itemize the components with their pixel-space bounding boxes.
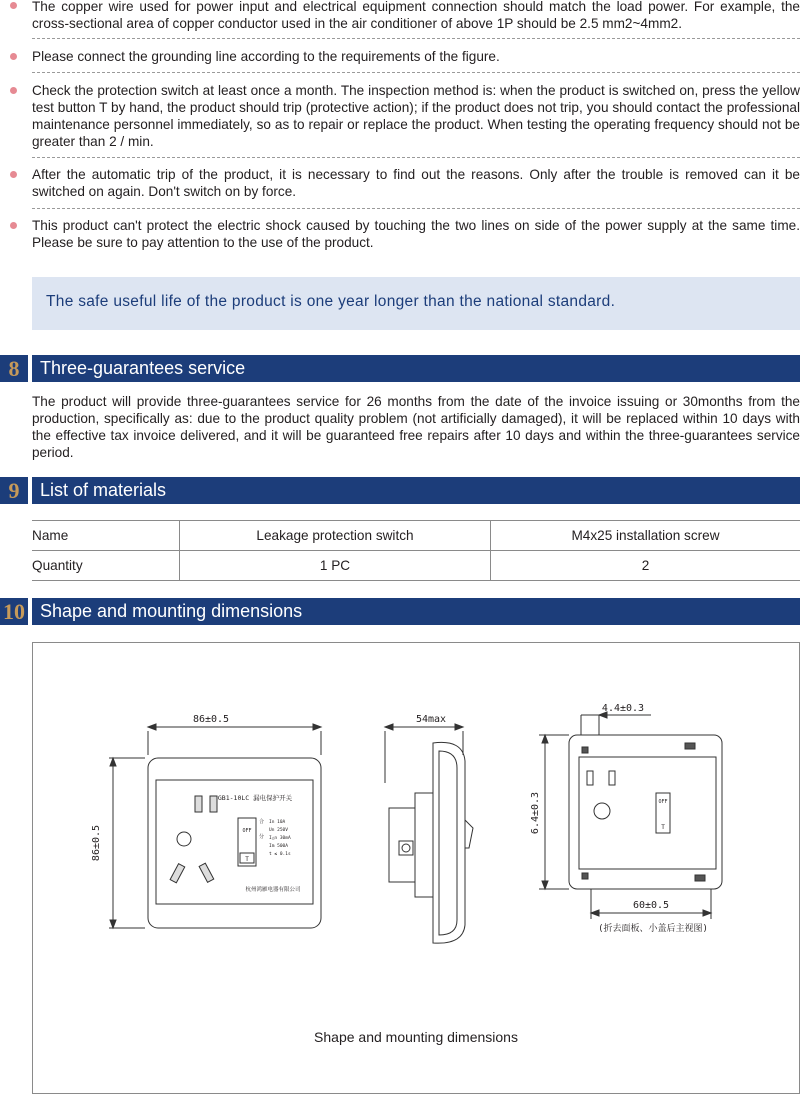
dim-label-back-height: 6.4±0.3 bbox=[530, 792, 541, 834]
bullet-dot bbox=[10, 171, 17, 178]
side-panel-inner bbox=[439, 751, 457, 935]
back-view-note: (折去面板、小盖后主视图) bbox=[598, 922, 708, 934]
side-mechanism bbox=[389, 808, 415, 882]
section-header-materials bbox=[0, 477, 800, 504]
table-cell: Leakage protection switch bbox=[180, 521, 491, 551]
side-body bbox=[415, 793, 433, 897]
spec-line: t ≤ 0.1s bbox=[269, 851, 291, 857]
back-slot bbox=[587, 771, 593, 785]
back-frame bbox=[569, 735, 722, 889]
table-row bbox=[32, 521, 800, 551]
spec-side-label: 分 bbox=[259, 833, 264, 840]
section-title: List of materials bbox=[40, 480, 166, 501]
bullet-text: Please connect the grounding line according to the requirements of the figure. bbox=[32, 48, 800, 65]
off-label: OFF bbox=[242, 828, 251, 834]
spec-line: Im 500A bbox=[269, 843, 288, 849]
table-row bbox=[32, 551, 800, 581]
dimension-figure bbox=[32, 642, 800, 1094]
dim-label-back-offset: 4.4±0.3 bbox=[602, 703, 644, 714]
bullet-text: After the automatic trip of the product, it is necessary to find out the reasons. Only after the trouble is removed can it be switched on again. Don't switch on by force. bbox=[32, 166, 800, 200]
section-title: Three-guarantees service bbox=[40, 358, 245, 379]
socket-slot bbox=[195, 796, 202, 812]
socket-slot bbox=[199, 863, 214, 882]
divider bbox=[32, 157, 800, 158]
section-header-dimensions bbox=[0, 598, 800, 625]
off-label: OFF bbox=[658, 799, 667, 805]
spec-line: In 10A bbox=[269, 819, 286, 825]
life-note-box bbox=[32, 277, 800, 330]
bullet-text: This product can't protect the electric shock caused by touching the two lines on side of the power supply at the same time. Please be sure to pay attention to the use of the product. bbox=[32, 217, 800, 251]
socket-slot bbox=[210, 796, 217, 812]
figure-caption: Shape and mounting dimensions bbox=[33, 1029, 799, 1045]
spec-side-label: 合 bbox=[259, 818, 264, 825]
bullet-dot bbox=[10, 87, 17, 94]
panel-title: GB1-10LC 漏电保护开关 bbox=[218, 793, 293, 802]
socket-slot bbox=[170, 864, 185, 883]
table-cell: Quantity bbox=[32, 551, 180, 581]
bullet-dot bbox=[10, 2, 17, 9]
section-header-guarantee bbox=[0, 355, 800, 382]
table-cell: 2 bbox=[491, 551, 800, 581]
test-label: T bbox=[245, 856, 249, 863]
table-cell: M4x25 installation screw bbox=[491, 521, 800, 551]
divider bbox=[32, 38, 800, 39]
front-view bbox=[109, 724, 321, 928]
dim-label-back-width: 60±0.5 bbox=[633, 900, 669, 911]
back-view bbox=[539, 712, 722, 919]
section-bar bbox=[32, 355, 800, 382]
section-bar bbox=[32, 598, 800, 625]
spec-line: Un 250V bbox=[269, 827, 288, 833]
back-slot bbox=[609, 771, 615, 785]
section-title: Shape and mounting dimensions bbox=[40, 601, 302, 622]
divider bbox=[32, 208, 800, 209]
section-number: 10 bbox=[0, 598, 28, 625]
front-panel-outline bbox=[148, 758, 321, 928]
dim-label-front-height: 86±0.5 bbox=[91, 825, 102, 861]
back-hole bbox=[594, 803, 610, 819]
back-inner bbox=[579, 757, 716, 869]
bullet-text: The copper wire used for power input and electrical equipment connection should match the load power. For example, the cross-sectional area of copper conductor used in the air conditioner of above 1P should be 2.5 mm2~4mm2. bbox=[32, 0, 800, 32]
test-label: T bbox=[661, 824, 665, 831]
bullet-dot bbox=[10, 222, 17, 229]
divider bbox=[32, 72, 800, 73]
section-number: 8 bbox=[0, 355, 28, 382]
table-cell: 1 PC bbox=[180, 551, 491, 581]
materials-table bbox=[32, 520, 800, 581]
side-view bbox=[385, 724, 473, 943]
maker-label: 杭州鸿雁电器有限公司 bbox=[245, 885, 301, 893]
guarantee-text: The product will provide three-guarantees service for 26 months from the date of the invoice issuing or 30months from the production, specifically as: due to the product quality problem (not artificially damaged), it will be replaced within 10 days with the effective tax invoice delivered, and it will be guaranteed free repairs after 10 days and within the three-guarantees service period. bbox=[32, 393, 800, 461]
side-panel bbox=[433, 742, 465, 943]
side-lever bbox=[465, 820, 473, 848]
side-screw bbox=[399, 841, 413, 855]
dimension-drawing bbox=[33, 643, 799, 1023]
socket-hole bbox=[177, 832, 191, 846]
life-note-text: The safe useful life of the product is one year longer than the national standard. bbox=[46, 293, 615, 311]
spec-line: I△n 30mA bbox=[269, 835, 291, 841]
bullet-text: Check the protection switch at least once a month. The inspection method is: when the product is switched on, press the yellow test button T by hand, the product should trip (protective action); if the product does not trip, you should contact the professional maintenance personnel immediately, so as to repair or replace the product. When testing the operating frequency should not be greater than 2 / min. bbox=[32, 82, 800, 150]
section-bar bbox=[32, 477, 800, 504]
dim-label-front-width: 86±0.5 bbox=[193, 714, 229, 725]
table-cell: Name bbox=[32, 521, 180, 551]
bullet-dot bbox=[10, 53, 17, 60]
section-number: 9 bbox=[0, 477, 28, 504]
dim-label-side-depth: 54max bbox=[416, 714, 446, 725]
